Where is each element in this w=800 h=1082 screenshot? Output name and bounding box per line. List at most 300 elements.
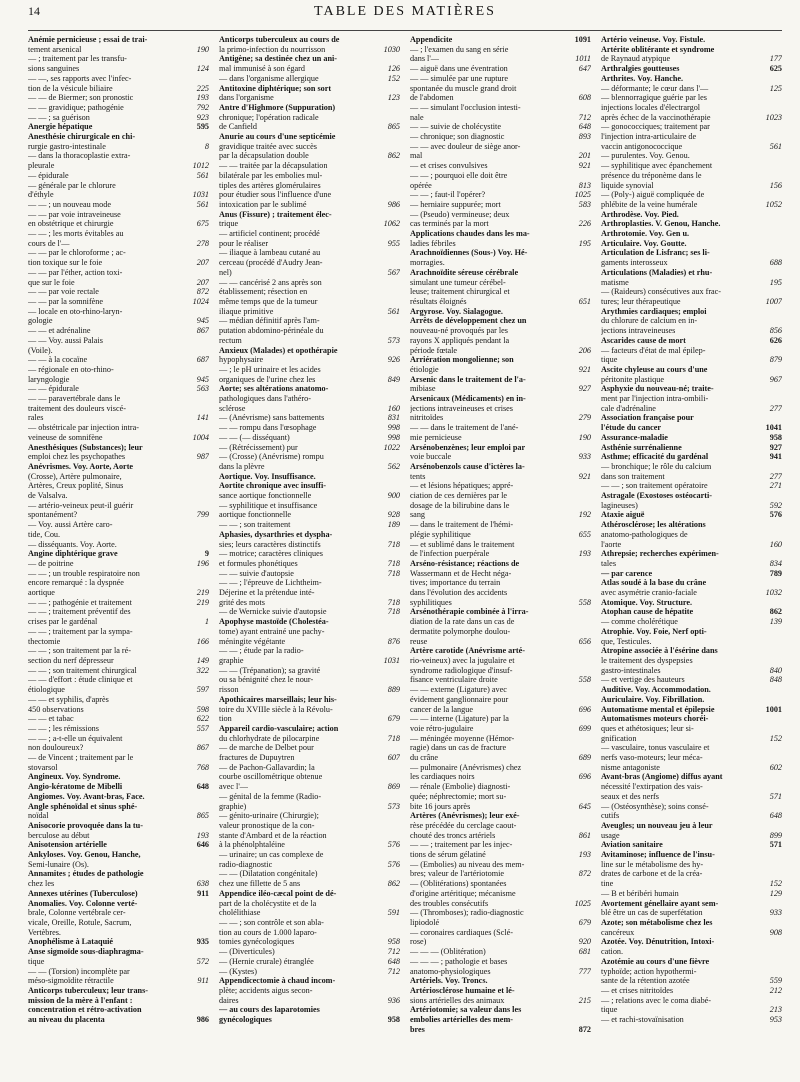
index-entry-text: mission de la mère à l'enfant : (28, 995, 133, 1005)
index-entry-page: 567 (387, 267, 400, 277)
index-entry-text: — — et adrénaline (28, 326, 91, 336)
index-entry-text: nitritoïdes (410, 413, 444, 423)
index-entry-text: seaux et des nerfs (601, 791, 659, 801)
index-entry (28, 811, 209, 821)
index-entry (601, 879, 782, 889)
index-entry-text: Arsénothérapie combinée à l'irra- (410, 607, 529, 617)
index-entry-text: pour le réaliser (219, 238, 269, 248)
index-entry-page: 987 (196, 452, 209, 462)
index-entry-text: dans la plèvre (219, 461, 265, 471)
index-entry (219, 384, 400, 394)
index-entry-text: Artérite oblitérante et syndrome (601, 44, 715, 54)
index-entry-page: 789 (769, 568, 782, 578)
index-entry-text: non douloureux? (28, 743, 84, 753)
index-entry-page: 933 (769, 908, 782, 918)
index-entry (410, 646, 591, 656)
index-entry-text: à la phénolphtaléine (219, 840, 285, 850)
index-entry (28, 346, 209, 356)
index-entry-page: 166 (196, 636, 209, 646)
index-entry-page: 573 (387, 801, 400, 811)
index-entry (601, 93, 782, 103)
index-entry-page: 689 (578, 753, 591, 763)
index-entry (410, 928, 591, 938)
index-entry (601, 132, 782, 142)
index-entry-page: 125 (769, 83, 782, 93)
index-entry (219, 375, 400, 385)
index-entry-text: Atlas soudé à la base du crâne (601, 578, 707, 588)
index-entry-text: la primo-infection du nourrisson (219, 44, 326, 54)
index-entry-text: — génital de la femme (Radio- (219, 791, 322, 801)
index-entry-text: plégie syphilitique (410, 529, 471, 539)
index-entry-text: Artériotomie; sa valeur dans les (410, 1005, 522, 1015)
index-entry (410, 792, 591, 802)
index-entry-text: tives; importance du terrain (410, 578, 501, 588)
index-entry-page: 799 (196, 510, 209, 520)
index-entry-text: — herniaire suppurée; mort (410, 199, 501, 209)
index-entry-page: 872 (578, 1024, 591, 1034)
index-entry (601, 297, 782, 307)
index-entry-page: 926 (387, 355, 400, 365)
index-entry-text: — — ; son contrôle et son abla- (219, 917, 324, 927)
index-entry-page: 602 (769, 762, 782, 772)
index-entry-page: 648 (387, 956, 400, 966)
index-entry (28, 860, 209, 870)
index-entry-text: cancéreux (601, 927, 635, 937)
index-entry-text: — B et béribéri humain (601, 888, 679, 898)
index-entry (28, 45, 209, 55)
index-entry-text: veineuse de somnifène (28, 432, 103, 442)
index-entry-page: 595 (196, 122, 209, 132)
index-entry-text: nel) (219, 267, 232, 277)
index-entry (219, 307, 400, 317)
index-entry (28, 753, 209, 763)
index-entry (601, 540, 782, 550)
index-entry-text: l'étude du cancer (601, 423, 662, 433)
index-entry-page: 190 (196, 44, 209, 54)
index-entry-page: 626 (769, 335, 782, 345)
index-entry (601, 462, 782, 472)
index-entry-text: tion de la vésicule biliaire (28, 83, 113, 93)
index-entry-page: 862 (769, 607, 782, 617)
index-entry (601, 598, 782, 608)
index-entry-text: reuse (410, 636, 428, 646)
index-entry-text: pleurale (28, 161, 55, 171)
index-entry (28, 772, 209, 782)
index-entry (601, 967, 782, 977)
index-entry-text: — génito-urinaire (Chirurgie); (219, 811, 319, 821)
index-columns (28, 35, 782, 1034)
index-entry (410, 598, 591, 608)
index-entry (28, 268, 209, 278)
index-entry-text: — — ; l'épreuve de Lichtheim- (219, 578, 322, 588)
index-entry (219, 1005, 400, 1015)
index-entry-text: tion toxique sur le foie (28, 258, 103, 268)
index-entry (219, 122, 400, 132)
index-entry (410, 64, 591, 74)
index-entry-text: Articulaire. Voy. Goutte. (601, 238, 687, 248)
index-entry-text: — artificiel continent; procédé (219, 229, 320, 239)
index-entry (410, 530, 591, 540)
index-entry (28, 802, 209, 812)
index-entry-text: tures; leur thérapeutique (601, 296, 681, 306)
index-entry-text: Arséno-résistance; réactions de (410, 558, 520, 568)
index-entry (410, 753, 591, 763)
index-entry (28, 287, 209, 297)
index-entry (28, 734, 209, 744)
index-entry (601, 743, 782, 753)
index-entry-text: — syphilitique et insuffisance (219, 500, 318, 510)
index-entry (601, 559, 782, 569)
index-entry-text: Déjerine et la prétendue inté- (219, 588, 315, 598)
index-entry (219, 239, 400, 249)
index-entry (410, 986, 591, 996)
index-entry-text: — (Crosse) (Anévrisme) rompu (219, 452, 324, 462)
index-entry (28, 394, 209, 404)
index-entry (410, 113, 591, 123)
index-entry-page: 1011 (575, 54, 591, 64)
index-entry-text: — (Embolies) au niveau des mem- (410, 859, 525, 869)
index-entry-text: — épidurale (28, 170, 69, 180)
index-entry-text: — pulmonaire (Anévrismes) chez (410, 762, 522, 772)
index-entry-text: après échec de la vaccinothérapie (601, 112, 711, 122)
index-entry-page: 813 (578, 180, 591, 190)
index-entry-text: (Crosse), Artère pulmonaire, (28, 471, 122, 481)
index-entry-page: 908 (769, 927, 782, 937)
index-entry-page: 126 (387, 64, 400, 74)
index-entry (601, 210, 782, 220)
index-entry (410, 239, 591, 249)
index-entry-page: 718 (387, 558, 400, 568)
index-entry-text: Aorte; ses altérations anatomo- (219, 384, 329, 394)
index-entry-text: Avitaminose; influence de l'insu- (601, 850, 715, 860)
index-entry (410, 899, 591, 909)
index-entry (601, 316, 782, 326)
index-entry-text: bite 16 jours après (410, 801, 471, 811)
index-entry (601, 802, 782, 812)
index-entry (28, 928, 209, 938)
index-entry (219, 142, 400, 152)
index-entry-page: 597 (196, 685, 209, 695)
index-entry-page: 561 (196, 199, 209, 209)
index-entry-text: gastro-intestinales (601, 665, 661, 675)
index-entry-text: Aphasies, dysarthries et dyspha- (219, 529, 333, 539)
index-entry (410, 967, 591, 977)
index-entry-text: tide, Cou. (28, 529, 61, 539)
index-entry (601, 355, 782, 365)
index-entry-page: 768 (196, 762, 209, 772)
index-entry-text: — — — (Oblitération) (410, 947, 486, 957)
index-entry-text: Atophan cause de hépatite (601, 607, 694, 617)
index-entry (601, 64, 782, 74)
index-entry-text: — de Wernicke suivie d'autopsie (219, 607, 327, 617)
index-entry (601, 724, 782, 734)
index-entry-text: — syphilitique avec épanchement (601, 161, 713, 171)
index-entry (28, 384, 209, 394)
index-entry-page: 856 (769, 326, 782, 336)
index-entry (28, 879, 209, 889)
index-entry-page: 655 (578, 529, 591, 539)
index-entry-page: 195 (769, 277, 782, 287)
index-entry (219, 724, 400, 734)
index-entry-text: méningite végétante (219, 636, 286, 646)
index-entry (410, 588, 591, 598)
index-entry (28, 132, 209, 142)
index-entry-text: sies; leurs caractères distinctifs (219, 539, 321, 549)
index-entry (219, 93, 400, 103)
index-entry-page: 941 (769, 452, 782, 462)
index-entry-text: en obstétrique et chirurgie (28, 219, 114, 229)
index-entry (410, 413, 591, 423)
index-entry-text: daires (219, 995, 239, 1005)
index-entry-text: rose) (410, 937, 427, 947)
header-rule (28, 30, 782, 31)
index-entry (410, 326, 591, 336)
index-entry-text: Atrophie. Voy. Foie, Nerf opti- (601, 626, 707, 636)
index-entry (219, 64, 400, 74)
index-entry-text: Asphyxie du nouveau-né; traite- (601, 384, 714, 394)
index-entry (601, 45, 782, 55)
index-entry-page: 1030 (383, 44, 400, 54)
index-entry-page: 1032 (765, 588, 782, 598)
index-entry (601, 151, 782, 161)
index-entry-text: — — par le chloroforme ; ac- (28, 248, 126, 258)
index-entry (28, 122, 209, 132)
index-entry (601, 753, 782, 763)
index-entry-text: — — suivie d'autopsie (219, 568, 294, 578)
index-entry (28, 258, 209, 268)
index-entry-page: 862 (387, 879, 400, 889)
index-entry (28, 675, 209, 685)
index-entry (410, 831, 591, 841)
index-entry-text: anatomo-pathologiques de (601, 529, 688, 539)
index-entry-text: Arsénobenzols cause d'ictères la- (410, 461, 525, 471)
index-entry (410, 297, 591, 307)
index-entry-text: Anémie pernicieuse ; essai de trai- (28, 35, 148, 44)
index-entry-text: graphie (219, 656, 244, 665)
index-entry (219, 559, 400, 569)
index-entry (28, 705, 209, 715)
index-entry-page: 945 (196, 374, 209, 384)
index-entry-page: 933 (578, 452, 591, 462)
index-entry (410, 1015, 591, 1025)
index-entry-text: toire du XVIIIe siècle à la Révolu- (219, 704, 333, 714)
index-entry-text: part de la cholécystite et de la (219, 898, 317, 908)
index-entry (410, 840, 591, 850)
index-entry (219, 530, 400, 540)
index-entry-text: — — ; traitement préventif des (28, 607, 131, 617)
index-entry-text: — —, ses rapports avec l'infec- (28, 73, 132, 83)
index-entry-page: 681 (578, 947, 591, 957)
index-entry (219, 491, 400, 501)
index-entry (28, 918, 209, 928)
index-entry (219, 423, 400, 433)
index-entry (28, 967, 209, 977)
index-entry-text: aortique fonctionnelle (219, 510, 292, 520)
index-entry-text: iliaque primitive (219, 306, 274, 316)
index-entry-text: le traitement des dyspepsies (601, 656, 693, 665)
index-entry-text: — de Vincent ; traitement par le (28, 753, 134, 763)
index-entry-text: Angle sphénoïdal et sinus sphé- (28, 801, 138, 811)
index-entry (28, 413, 209, 423)
index-entry-text: Anxieux (Malades) et opothérapie (219, 345, 338, 355)
index-entry-text: — — épidurale (28, 384, 79, 394)
index-entry (410, 404, 591, 414)
index-entry-page: 1052 (765, 199, 782, 209)
index-entry-text: — — à la cocaïne (28, 355, 88, 365)
index-entry (601, 811, 782, 821)
index-entry-page: 1023 (765, 112, 782, 122)
index-entry-page: 576 (387, 840, 400, 850)
index-entry (410, 666, 591, 676)
index-entry (601, 782, 782, 792)
index-entry (28, 996, 209, 1006)
index-entry-text: mibiase (410, 384, 436, 394)
index-entry-page: 1004 (192, 432, 209, 442)
index-entry (219, 869, 400, 879)
index-entry (410, 219, 591, 229)
index-entry (219, 326, 400, 336)
index-entry-text: stovarsol (28, 762, 58, 772)
index-entry-page: 573 (387, 335, 400, 345)
index-entry-page: 645 (578, 801, 591, 811)
index-entry-text: — — et tabac (28, 714, 74, 724)
index-entry-text: ladies fébriles (410, 238, 456, 248)
index-entry-page: 219 (196, 588, 209, 598)
index-entry-text: — de marche de Delbet pour (219, 743, 314, 753)
index-entry-text: — — (Torsion) incomplète par (28, 966, 130, 976)
index-entry (28, 462, 209, 472)
index-entry-text: — — simulant l'occlusion intesti- (410, 102, 521, 112)
index-entry (219, 957, 400, 967)
index-entry-text: de Canfield (219, 122, 257, 132)
index-entry-text: rurgie gastro-intestinale (28, 141, 106, 151)
index-entry-page: 923 (196, 112, 209, 122)
index-entry (601, 365, 782, 375)
index-entry-page: 893 (578, 132, 591, 142)
index-entry-page: 1031 (192, 190, 209, 200)
index-entry-text: cutifs (601, 811, 620, 821)
index-entry-text: simulant une tumeur cérébel- (410, 277, 506, 287)
index-entry-text: tents (410, 471, 426, 481)
index-entry (410, 734, 591, 744)
index-entry-page: 1024 (192, 296, 209, 306)
index-entry-text: Atropine associée à l'ésérine dans (601, 646, 718, 656)
index-entry-text: des troubles consécutifs (410, 898, 489, 908)
index-entry (219, 976, 400, 986)
index-entry (219, 74, 400, 84)
index-entry (601, 54, 782, 64)
index-entry (410, 549, 591, 559)
index-entry (601, 35, 782, 45)
index-entry (219, 705, 400, 715)
index-entry-page: 911 (197, 976, 209, 986)
index-entry-text: l'injection intra-articulaire de (601, 132, 697, 142)
index-entry-page: 927 (769, 442, 782, 452)
index-entry-text: — (Thromboses); radio-diagnostic (410, 908, 524, 918)
index-entry-text: — (Ostéosynthèse); soins consé- (601, 801, 709, 811)
index-entry-text: chouté des troncs artériels (410, 830, 496, 840)
index-entry-page: 679 (578, 917, 591, 927)
index-entry (28, 103, 209, 113)
index-entry-page: 712 (387, 947, 400, 957)
index-entry (410, 802, 591, 812)
index-entry-text: — — (Dilatation congénitale) (219, 869, 318, 879)
index-entry (219, 287, 400, 297)
index-entry-text: morragies. (410, 258, 445, 268)
index-entry (410, 617, 591, 627)
index-entry-page: 1031 (383, 656, 400, 665)
index-entry-text: de l'infection puerpérale (410, 549, 490, 559)
index-entry-text: au niveau du placenta (28, 1015, 105, 1025)
index-entry (219, 967, 400, 977)
index-entry (410, 510, 591, 520)
index-entry-text: tique (28, 956, 45, 966)
index-entry-text: — dans le traitement de l'hémi- (410, 520, 514, 530)
index-entry (601, 588, 782, 598)
index-entry (601, 219, 782, 229)
index-entry-page: 921 (578, 161, 591, 171)
index-entry-text: — — traitée par la décapsulation (219, 161, 328, 171)
index-entry-text: — ; relations avec le coma diabé- (601, 995, 712, 1005)
index-entry-page: 561 (387, 306, 400, 316)
index-entry (28, 297, 209, 307)
index-entry-text: Appendice iléo-cæcal point de dé- (219, 888, 337, 898)
index-entry (28, 947, 209, 957)
index-entry (410, 559, 591, 569)
index-entry-text: — et rachi-stovaïnisation (601, 1015, 684, 1025)
index-entry-text: que, Testicules. (601, 636, 652, 646)
index-entry-page: 212 (769, 985, 782, 995)
index-entry-text: — urinaire; un cas complexe de (219, 850, 324, 860)
index-entry-page: 201 (578, 151, 591, 161)
index-entry (410, 1025, 591, 1035)
index-entry-text: Artériels. Voy. Troncs. (410, 976, 488, 986)
index-entry (28, 578, 209, 588)
index-entry (410, 714, 591, 724)
index-entry (28, 666, 209, 676)
index-entry (219, 540, 400, 550)
index-entry-text: nale (410, 112, 424, 122)
index-entry-text: — — rompu dans l'œsophage (219, 423, 317, 433)
index-entry-text: putation abdomino-périnéale du (219, 326, 324, 336)
index-entry (28, 307, 209, 317)
index-entry (410, 190, 591, 200)
index-entry-page: 207 (196, 258, 209, 268)
index-entry-text: Artères (Anévrismes); leur exé- (410, 811, 520, 821)
index-entry (219, 355, 400, 365)
index-entry-text: — — ; faut-il l'opérer? (410, 190, 486, 200)
index-entry (219, 481, 400, 491)
index-entry-text: péritonite plastique (601, 374, 664, 384)
index-entry (28, 433, 209, 443)
index-entry-page: 718 (387, 597, 400, 607)
index-entry-text: laryngologie (28, 374, 70, 384)
index-entry-text: — — par la somnifène (28, 296, 104, 306)
index-entry-page: 1007 (765, 296, 782, 306)
index-entry (28, 239, 209, 249)
index-entry-text: de Raynaud atypique (601, 54, 671, 64)
index-entry (219, 928, 400, 938)
index-entry (219, 219, 400, 229)
index-entry (601, 656, 782, 666)
index-entry (219, 501, 400, 511)
index-entry-text: blé être un cas de superfétation (601, 908, 703, 918)
index-entry-text: — et sublimé dans le traitement (410, 539, 515, 549)
index-entry-text: du chlorure de calcium en in- (601, 316, 698, 326)
index-entry-text: ques et athétosiques; leur si- (601, 723, 694, 733)
index-entry (219, 569, 400, 579)
index-entry-text: — — de Biermer; son pronostic (28, 93, 134, 103)
